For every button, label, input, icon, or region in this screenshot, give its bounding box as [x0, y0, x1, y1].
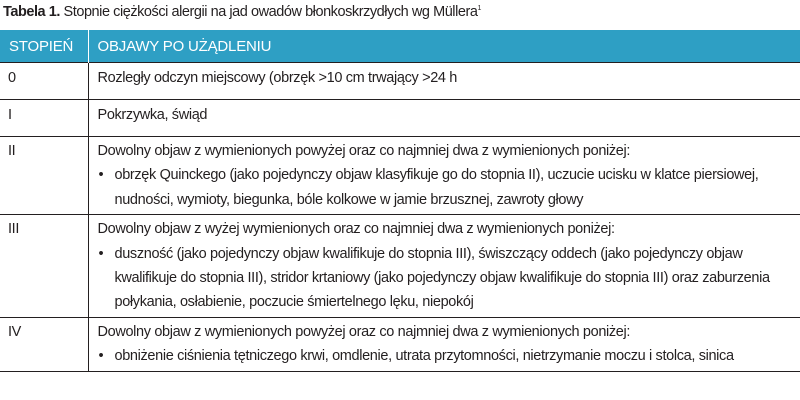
table-body [0, 63, 800, 372]
symptom-list [98, 242, 800, 315]
symptom-intro: Dowolny objaw z wyżej wymienionych oraz co najmniej dwa z wymienionych poniżej: [97, 221, 615, 238]
caption-footnote-ref: 1 [477, 5, 481, 12]
degree-cell: IV [0, 317, 88, 371]
severity-table [0, 30, 800, 372]
symptom-cell: Pokrzywka, świąd [88, 100, 800, 137]
table-row [0, 137, 800, 215]
degree-cell: II [0, 137, 88, 215]
symptom-bullet: • obniżenie ciśnienia tętniczego krwi, omdlenie, utrata przytomności, nietrzymanie moczu i stolca, sinica [98, 344, 800, 368]
symptom-intro: Dowolny objaw z wymienionych powyżej oraz co najmniej dwa z wymienionych poniżej: [97, 323, 631, 340]
symptom-cell [88, 317, 800, 371]
symptom-intro: Dowolny objaw z wymienionych powyżej oraz co najmniej dwa z wymienionych poniżej: [97, 143, 631, 159]
table-row [0, 63, 800, 100]
symptom-list [98, 344, 800, 368]
symptom-cell [88, 215, 800, 318]
degree-cell: 0 [0, 63, 88, 100]
caption-text: Stopnie ciężkości alergii na jad owadów błonkoskrzydłych wg Müllera [63, 4, 478, 20]
symptom-cell [88, 137, 800, 215]
table-row [0, 215, 800, 318]
header-symptoms: OBJAWY PO UŻĄDLENIU [88, 30, 800, 63]
table-caption [3, 4, 481, 20]
table-row [0, 100, 800, 137]
degree-cell: I [0, 100, 88, 137]
symptom-bullet: • duszność (jako pojedynczy objaw kwalifikuje do stopnia III), świszczący oddech (jako pojedynczy objaw kwalifikuje do stopnia III), stridor krtaniowy (jako pojedynczy objaw kwalifikuje do stopnia III) oraz zaburzenia połykania, osłabienie, poczucie śmiertelnego lęku, niepokój [98, 242, 800, 315]
caption-label: Tabela 1. [3, 4, 60, 20]
header-degree: STOPIEŃ [0, 30, 88, 63]
symptom-list [98, 163, 800, 212]
symptom-cell: Rozległy odczyn miejscowy (obrzęk >10 cm trwający >24 h [88, 63, 800, 100]
table-header [0, 30, 800, 63]
degree-cell: III [0, 215, 88, 318]
table-row [0, 317, 800, 371]
symptom-bullet: • obrzęk Quinckego (jako pojedynczy objaw klasyfikuje go do stopnia II), uczucie ucisku w klatce piersiowej, nudności, wymioty, biegunka, bóle kolkowe w jamie brzusznej, zawroty głowy [98, 163, 800, 212]
